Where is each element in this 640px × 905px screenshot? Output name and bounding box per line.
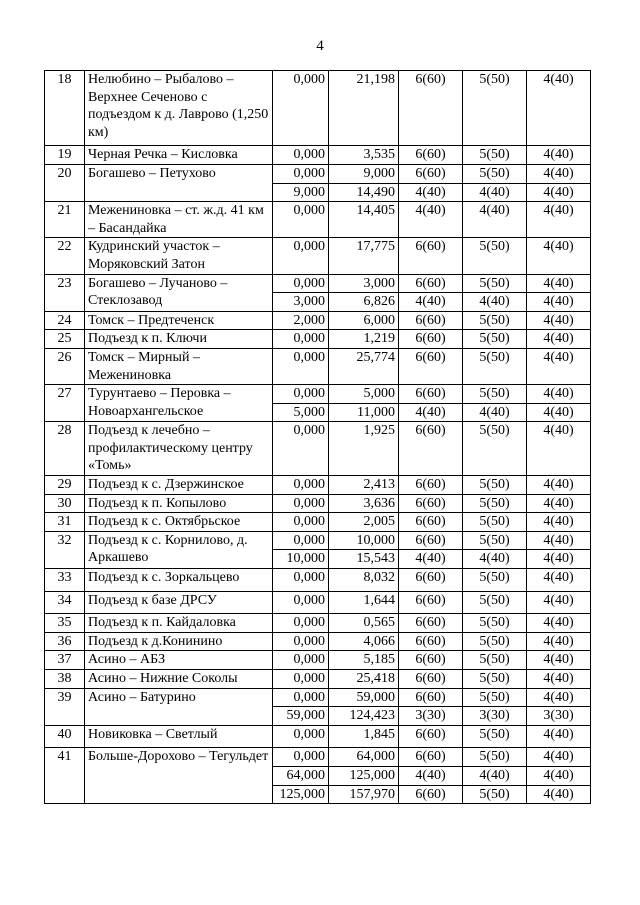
start-km: 0,000 (273, 348, 329, 384)
table-row (45, 311, 591, 330)
road-name: Турунтаево – Перовка – Новоархангельское (85, 385, 273, 422)
start-km: 0,000 (273, 164, 329, 183)
row-number: 37 (45, 651, 85, 670)
table-row (45, 748, 591, 767)
table-row (45, 422, 591, 476)
limit-value-1: 6(60) (399, 785, 463, 804)
row-number: 20 (45, 164, 85, 201)
road-name: Новиковка – Светлый (85, 725, 273, 748)
limit-value-3: 4(40) (527, 614, 591, 633)
end-km: 59,000 (329, 688, 399, 707)
road-name: Подъезд к п. Ключи (85, 330, 273, 349)
limit-value-1: 4(40) (399, 403, 463, 422)
limit-value-1: 6(60) (399, 71, 463, 146)
start-km: 0,000 (273, 591, 329, 614)
limit-value-3: 4(40) (527, 569, 591, 592)
start-km: 10,000 (273, 550, 329, 569)
limit-value-3: 4(40) (527, 146, 591, 165)
end-km: 8,032 (329, 569, 399, 592)
end-km: 125,000 (329, 766, 399, 785)
limit-value-3: 4(40) (527, 670, 591, 689)
start-km: 0,000 (273, 614, 329, 633)
limit-value-1: 6(60) (399, 494, 463, 513)
limit-value-1: 6(60) (399, 422, 463, 476)
end-km: 2,413 (329, 476, 399, 495)
limit-value-1: 6(60) (399, 330, 463, 349)
road-name: Подъезд к лечебно – профилактическому центру «Томь» (85, 422, 273, 476)
limit-value-1: 6(60) (399, 651, 463, 670)
limit-value-2: 5(50) (463, 569, 527, 592)
limit-value-1: 6(60) (399, 531, 463, 550)
limit-value-2: 4(40) (463, 293, 527, 312)
end-km: 3,000 (329, 274, 399, 293)
limit-value-1: 6(60) (399, 348, 463, 384)
end-km: 6,826 (329, 293, 399, 312)
end-km: 1,845 (329, 725, 399, 748)
limit-value-1: 6(60) (399, 632, 463, 651)
limit-value-1: 6(60) (399, 670, 463, 689)
limit-value-3: 4(40) (527, 785, 591, 804)
table-row (45, 476, 591, 495)
limit-value-1: 6(60) (399, 569, 463, 592)
table-row (45, 651, 591, 670)
limit-value-2: 4(40) (463, 183, 527, 202)
limit-value-3: 4(40) (527, 476, 591, 495)
table-row (45, 348, 591, 384)
start-km: 64,000 (273, 766, 329, 785)
limit-value-2: 5(50) (463, 164, 527, 183)
page-number: 4 (316, 38, 324, 54)
row-number: 36 (45, 632, 85, 651)
start-km: 0,000 (273, 385, 329, 404)
road-name: Подъезд к п. Копылово (85, 494, 273, 513)
limit-value-1: 6(60) (399, 311, 463, 330)
limit-value-3: 4(40) (527, 71, 591, 146)
row-number: 26 (45, 348, 85, 384)
start-km: 125,000 (273, 785, 329, 804)
limit-value-3: 4(40) (527, 330, 591, 349)
limit-value-2: 5(50) (463, 748, 527, 767)
start-km: 0,000 (273, 725, 329, 748)
road-name: Асино – Батурино (85, 688, 273, 725)
end-km: 1,219 (329, 330, 399, 349)
limit-value-3: 4(40) (527, 651, 591, 670)
row-number: 18 (45, 71, 85, 146)
limit-value-1: 6(60) (399, 238, 463, 274)
limit-value-2: 5(50) (463, 238, 527, 274)
limit-value-1: 6(60) (399, 614, 463, 633)
end-km: 4,066 (329, 632, 399, 651)
limit-value-2: 5(50) (463, 330, 527, 349)
end-km: 5,000 (329, 385, 399, 404)
end-km: 157,970 (329, 785, 399, 804)
limit-value-3: 4(40) (527, 385, 591, 404)
limit-value-2: 5(50) (463, 785, 527, 804)
table-row (45, 494, 591, 513)
road-name: Томск – Мирный – Межениновка (85, 348, 273, 384)
road-name: Подъезд к с. Дзержинское (85, 476, 273, 495)
limit-value-3: 4(40) (527, 311, 591, 330)
road-name: Подъезд к п. Кайдаловка (85, 614, 273, 633)
row-number: 24 (45, 311, 85, 330)
row-number: 23 (45, 274, 85, 311)
start-km: 0,000 (273, 202, 329, 238)
start-km: 0,000 (273, 71, 329, 146)
table-row (45, 202, 591, 238)
end-km: 3,535 (329, 146, 399, 165)
limit-value-3: 4(40) (527, 348, 591, 384)
limit-value-1: 6(60) (399, 748, 463, 767)
limit-value-1: 4(40) (399, 766, 463, 785)
road-name: Больше-Дорохово – Тегульдет (85, 748, 273, 804)
start-km: 0,000 (273, 146, 329, 165)
limit-value-3: 4(40) (527, 748, 591, 767)
road-name: Подъезд к с. Корнилово, д. Аркашево (85, 531, 273, 568)
limit-value-2: 4(40) (463, 766, 527, 785)
limit-value-2: 5(50) (463, 670, 527, 689)
limit-value-1: 4(40) (399, 183, 463, 202)
limit-value-1: 6(60) (399, 274, 463, 293)
row-number: 21 (45, 202, 85, 238)
road-table-body (45, 71, 591, 804)
end-km: 1,644 (329, 591, 399, 614)
end-km: 25,418 (329, 670, 399, 689)
start-km: 0,000 (273, 274, 329, 293)
road-name: Межениновка – ст. ж.д. 41 км – Басандайка (85, 202, 273, 238)
road-name: Кудринский участок – Моряковский Затон (85, 238, 273, 274)
limit-value-2: 5(50) (463, 531, 527, 550)
end-km: 64,000 (329, 748, 399, 767)
row-number: 38 (45, 670, 85, 689)
limit-value-2: 4(40) (463, 550, 527, 569)
start-km: 0,000 (273, 422, 329, 476)
start-km: 0,000 (273, 238, 329, 274)
limit-value-1: 6(60) (399, 385, 463, 404)
start-km: 0,000 (273, 688, 329, 707)
start-km: 0,000 (273, 531, 329, 550)
limit-value-3: 4(40) (527, 550, 591, 569)
end-km: 9,000 (329, 164, 399, 183)
table-row (45, 274, 591, 293)
limit-value-2: 5(50) (463, 725, 527, 748)
row-number: 40 (45, 725, 85, 748)
road-name: Богашево – Петухово (85, 164, 273, 201)
end-km: 1,925 (329, 422, 399, 476)
row-number: 27 (45, 385, 85, 422)
limit-value-1: 6(60) (399, 513, 463, 532)
end-km: 6,000 (329, 311, 399, 330)
row-number: 30 (45, 494, 85, 513)
start-km: 0,000 (273, 651, 329, 670)
limit-value-1: 6(60) (399, 476, 463, 495)
table-row (45, 238, 591, 274)
road-name: Подъезд к с. Зоркальцево (85, 569, 273, 592)
limit-value-1: 4(40) (399, 550, 463, 569)
row-number: 34 (45, 591, 85, 614)
limit-value-3: 4(40) (527, 293, 591, 312)
limit-value-1: 6(60) (399, 688, 463, 707)
limit-value-2: 5(50) (463, 476, 527, 495)
row-number: 28 (45, 422, 85, 476)
limit-value-1: 6(60) (399, 164, 463, 183)
start-km: 0,000 (273, 670, 329, 689)
table-row (45, 614, 591, 633)
limit-value-2: 5(50) (463, 651, 527, 670)
row-number: 25 (45, 330, 85, 349)
limit-value-3: 4(40) (527, 531, 591, 550)
start-km: 59,000 (273, 707, 329, 726)
limit-value-3: 4(40) (527, 591, 591, 614)
limit-value-2: 5(50) (463, 274, 527, 293)
start-km: 0,000 (273, 632, 329, 651)
limit-value-2: 5(50) (463, 632, 527, 651)
table-row (45, 146, 591, 165)
road-name: Томск – Предтеченск (85, 311, 273, 330)
end-km: 21,198 (329, 71, 399, 146)
limit-value-2: 5(50) (463, 146, 527, 165)
table-row (45, 632, 591, 651)
limit-value-2: 5(50) (463, 385, 527, 404)
road-name: Асино – АБЗ (85, 651, 273, 670)
end-km: 2,005 (329, 513, 399, 532)
table-row (45, 725, 591, 748)
limit-value-3: 4(40) (527, 494, 591, 513)
road-name: Подъезд к д.Конинино (85, 632, 273, 651)
table-row (45, 385, 591, 404)
start-km: 0,000 (273, 494, 329, 513)
start-km: 0,000 (273, 569, 329, 592)
end-km: 124,423 (329, 707, 399, 726)
limit-value-2: 3(30) (463, 707, 527, 726)
row-number: 19 (45, 146, 85, 165)
table-row (45, 164, 591, 183)
end-km: 14,405 (329, 202, 399, 238)
road-name: Асино – Нижние Соколы (85, 670, 273, 689)
limit-value-3: 4(40) (527, 766, 591, 785)
row-number: 29 (45, 476, 85, 495)
road-name: Подъезд к базе ДРСУ (85, 591, 273, 614)
limit-value-3: 4(40) (527, 183, 591, 202)
table-row (45, 330, 591, 349)
limit-value-2: 5(50) (463, 688, 527, 707)
table-row (45, 688, 591, 707)
road-table (44, 70, 591, 804)
limit-value-3: 4(40) (527, 403, 591, 422)
row-number: 32 (45, 531, 85, 568)
limit-value-2: 5(50) (463, 614, 527, 633)
end-km: 3,636 (329, 494, 399, 513)
end-km: 17,775 (329, 238, 399, 274)
limit-value-2: 5(50) (463, 591, 527, 614)
limit-value-1: 6(60) (399, 591, 463, 614)
road-name: Богашево – Лучаново – Стеклозавод (85, 274, 273, 311)
limit-value-3: 4(40) (527, 274, 591, 293)
end-km: 0,565 (329, 614, 399, 633)
start-km: 9,000 (273, 183, 329, 202)
limit-value-2: 5(50) (463, 513, 527, 532)
limit-value-3: 4(40) (527, 725, 591, 748)
limit-value-1: 4(40) (399, 202, 463, 238)
limit-value-3: 4(40) (527, 632, 591, 651)
table-row (45, 513, 591, 532)
row-number: 39 (45, 688, 85, 725)
row-number: 22 (45, 238, 85, 274)
limit-value-3: 4(40) (527, 164, 591, 183)
row-number: 33 (45, 569, 85, 592)
limit-value-3: 4(40) (527, 513, 591, 532)
limit-value-2: 4(40) (463, 403, 527, 422)
start-km: 2,000 (273, 311, 329, 330)
start-km: 0,000 (273, 330, 329, 349)
end-km: 14,490 (329, 183, 399, 202)
end-km: 25,774 (329, 348, 399, 384)
table-row (45, 569, 591, 592)
table-row (45, 531, 591, 550)
end-km: 15,543 (329, 550, 399, 569)
limit-value-3: 4(40) (527, 202, 591, 238)
limit-value-1: 3(30) (399, 707, 463, 726)
start-km: 3,000 (273, 293, 329, 312)
limit-value-2: 5(50) (463, 494, 527, 513)
limit-value-2: 4(40) (463, 202, 527, 238)
start-km: 0,000 (273, 476, 329, 495)
table-row (45, 591, 591, 614)
limit-value-2: 5(50) (463, 71, 527, 146)
limit-value-3: 4(40) (527, 238, 591, 274)
limit-value-3: 4(40) (527, 422, 591, 476)
row-number: 31 (45, 513, 85, 532)
limit-value-1: 6(60) (399, 725, 463, 748)
end-km: 10,000 (329, 531, 399, 550)
table-row (45, 670, 591, 689)
road-name: Черная Речка – Кисловка (85, 146, 273, 165)
end-km: 5,185 (329, 651, 399, 670)
start-km: 5,000 (273, 403, 329, 422)
road-name: Нелюбино – Рыбалово – Верхнее Сеченово с подъездом к д. Лаврово (1,250 км) (85, 71, 273, 146)
limit-value-2: 5(50) (463, 311, 527, 330)
limit-value-2: 5(50) (463, 348, 527, 384)
road-name: Подъезд к с. Октябрьское (85, 513, 273, 532)
limit-value-2: 5(50) (463, 422, 527, 476)
limit-value-1: 4(40) (399, 293, 463, 312)
limit-value-3: 4(40) (527, 688, 591, 707)
row-number: 35 (45, 614, 85, 633)
start-km: 0,000 (273, 513, 329, 532)
limit-value-3: 3(30) (527, 707, 591, 726)
row-number: 41 (45, 748, 85, 804)
end-km: 11,000 (329, 403, 399, 422)
table-row (45, 71, 591, 146)
limit-value-1: 6(60) (399, 146, 463, 165)
start-km: 0,000 (273, 748, 329, 767)
